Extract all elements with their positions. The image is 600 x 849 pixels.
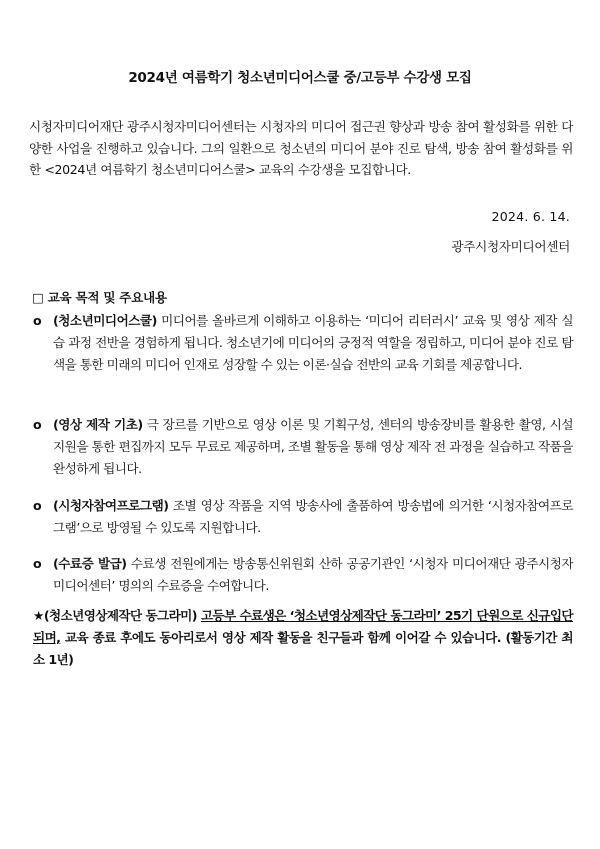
bullet-body: 조별 영상 작품을 지역 방송사에 출품하여 방송법에 의거한 ‘시청자참여프로그램’으로 방영될 수 있도록 지원합니다. — [53, 498, 573, 535]
bullet-item-video-production — [33, 414, 573, 479]
bullet-item-viewer-program — [33, 495, 573, 539]
bullet-marker: o — [33, 417, 42, 432]
section-heading: □ 교육 목적 및 주요내용 — [32, 290, 167, 305]
bullet-body: 극 장르를 기반으로 영상 이론 및 기획구성, 센터의 방송장비를 활용한 촬영, 시설 지원을 통한 편집까지 모두 무료로 제공하며, 조별 활동을 통해 영상 제작 전 과정을 실습하고 작품을 완성하게 됩니다. — [53, 417, 574, 476]
document-title: 2024년 여름학기 청소년미디어스쿨 중/고등부 수강생 모집 — [128, 70, 472, 86]
bullet-text — [53, 414, 573, 479]
bullet-item-certificate — [33, 553, 573, 597]
bullet-body: 미디어를 올바르게 이해하고 이용하는 ‘미디어 리터러시’ 교육 및 영상 제작 실습 과정 전반을 경험하게 됩니다. 청소년기에 미디어의 긍정적 역할을 정립하고, 미디어 분야 진로 탐색을 통한 미래의 미디어 인재로 성장할 수 있는 이론·실습 전반의 교육 기회를 제공합니다. — [53, 313, 573, 372]
bullet-marker: o — [33, 313, 42, 328]
bullet-lead: (수료증 발급) — [53, 556, 127, 571]
bullet-body: 수료생 전원에게는 방송통신위원회 산하 공공기관인 ‘시청자 미디어재단 광주시청자미디어센터’ 명의의 수료증을 수여합니다. — [53, 556, 573, 593]
bullet-lead: (영상 제작 기초) — [53, 417, 143, 432]
bullet-marker: o — [33, 498, 42, 513]
bullet-lead: (청소년미디어스쿨) — [53, 313, 157, 328]
club-note-rest: 교육 종료 후에도 동아리로서 영상 제작 활동을 친구들과 함께 이어갈 수 있습니다. (활동기간 최소 1년) — [33, 629, 573, 667]
organization-name: 광주시청자미디어센터 — [451, 239, 570, 254]
bullet-text — [53, 495, 573, 539]
bullet-text — [53, 553, 573, 597]
bullet-text — [53, 310, 573, 375]
intro-paragraph: 시청자미디어재단 광주시청자미디어센터는 시청자의 미디어 접근권 향상과 방송 참여 활성화를 위한 다양한 사업을 진행하고 있습니다. 그의 일환으로 청소년의 미디어 분야 진로 탐색, 방송 참여 활성화를 위한 <2024년 여름학기 청소년미디어스쿨> 교육의 수강생을 모집합니다. — [29, 119, 573, 177]
bullet-item-youth-media-school — [33, 310, 573, 375]
club-note-underlined: 고등부 수료생은 ‘청소년영상제작단 동그라미’ 25기 단원으로 신규입단되며, — [33, 608, 573, 645]
bullet-lead: (시청자참여프로그램) — [53, 498, 169, 513]
bullet-marker: o — [33, 556, 42, 571]
announcement-date: 2024. 6. 14. — [491, 209, 570, 224]
club-note — [33, 605, 573, 670]
club-note-prefix: ★(청소년영상제작단 동그라미) — [33, 608, 201, 623]
